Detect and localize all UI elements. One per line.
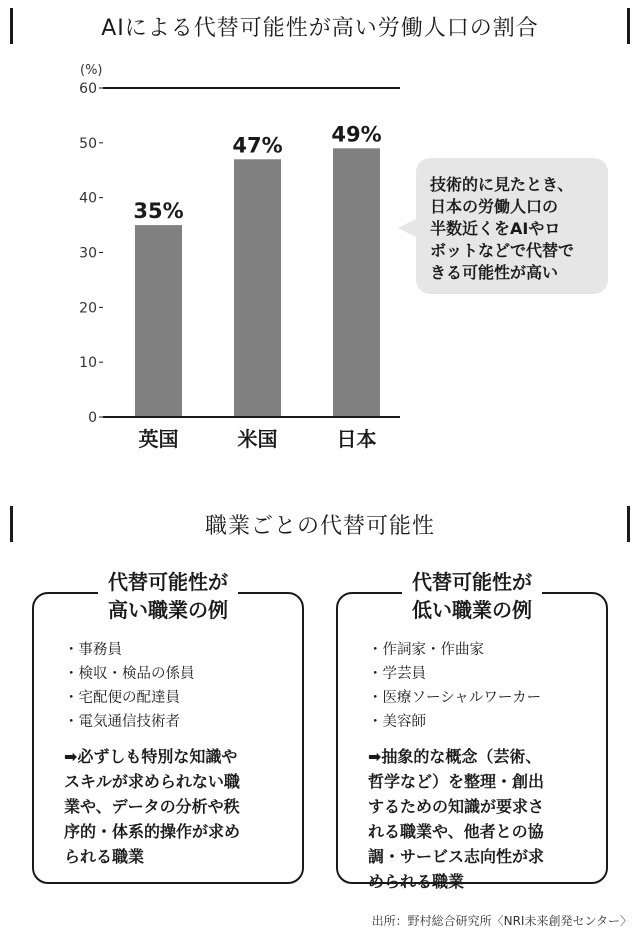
list-item: ・ 美容師 [368, 710, 541, 734]
list-item: ・ 作詞家・作曲家 [368, 638, 541, 662]
bar [333, 148, 380, 417]
desc-line: められる職業 [368, 872, 465, 891]
bar-value-label: 49% [331, 122, 382, 147]
y-tick-label: 30 [79, 245, 97, 262]
desc-line: 業や、データの分析や秩 [64, 797, 240, 816]
bars [133, 122, 381, 451]
desc-line: スキルが求められない職 [64, 772, 240, 791]
list-item: ・ 検収・検品の係員 [64, 662, 195, 686]
list-item: ・ 医療ソーシャルワーカー [368, 686, 541, 710]
desc-line: するための知識が要求さ [368, 797, 545, 816]
chart-section-title: AIによる代替可能性が高い労働人口の割合 [101, 15, 539, 41]
bar [234, 159, 281, 417]
desc-line: 調・サービス志向性が求 [368, 847, 545, 866]
occupation-section-header [10, 506, 630, 542]
desc-line: ➡抽象的な概念（芸術、 [368, 747, 542, 766]
bar-value-label: 35% [133, 199, 184, 224]
high-box-description [64, 744, 304, 869]
low-occupation-list [368, 638, 541, 734]
y-tick-label: 50 [79, 135, 97, 152]
desc-line: られる職業 [64, 847, 145, 866]
bar-value-label: 47% [232, 133, 283, 158]
y-tick-label: 40 [79, 190, 97, 207]
x-category-label: 日本 [336, 427, 377, 451]
desc-line: 序的・体系的操作が求め [64, 822, 241, 841]
y-tick-label: 20 [79, 300, 97, 317]
list-item: ・ 宅配便の配達員 [64, 686, 195, 710]
x-category-label: 英国 [138, 427, 179, 451]
callout-line: 半数近くをAIやロ [430, 219, 561, 238]
high-substitution-box [32, 570, 304, 884]
low-box-description [368, 744, 608, 894]
source-credit: 出所：野村総合研究所〈NRI未来創発センター〉 [371, 914, 632, 928]
low-box-title-line: 低い職業の例 [412, 598, 532, 622]
desc-line: ➡必ずしも特別な知識や [64, 747, 238, 766]
low-substitution-box [336, 570, 608, 891]
high-occupation-list [64, 638, 195, 734]
desc-line: れる職業や、他者との協 [368, 822, 544, 841]
low-box-title-line: 代替可能性が [412, 570, 532, 594]
bar [135, 225, 182, 417]
high-box-title-line: 代替可能性が [108, 570, 228, 594]
callout-line: きる可能性が高い [430, 263, 559, 282]
y-tick-label: 0 [88, 410, 97, 426]
callout-bubble [416, 158, 608, 294]
occupation-section-title: 職業ごとの代替可能性 [204, 513, 435, 539]
y-tick-label: 10 [79, 355, 97, 372]
callout-tail [398, 218, 418, 238]
list-item: ・ 事務員 [64, 638, 195, 662]
low-box-title [402, 568, 542, 624]
callout-line: 技術的に見たとき、 [430, 175, 574, 194]
y-tick-label: 60 [79, 81, 97, 97]
y-axis-ticks [79, 81, 103, 426]
desc-line: 哲学など）を整理・創出 [368, 772, 545, 791]
chart-section-header [10, 8, 630, 44]
callout-line: 日本の労働人口の [430, 197, 559, 216]
list-item: ・ 学芸員 [368, 662, 541, 686]
y-axis-unit: (%) [80, 63, 103, 78]
x-category-label: 米国 [237, 427, 278, 451]
high-box-title-line: 高い職業の例 [108, 598, 228, 622]
list-item: ・ 電気通信技術者 [64, 710, 195, 734]
high-box-title [98, 568, 238, 624]
callout-line: ボットなどで代替で [430, 241, 575, 260]
